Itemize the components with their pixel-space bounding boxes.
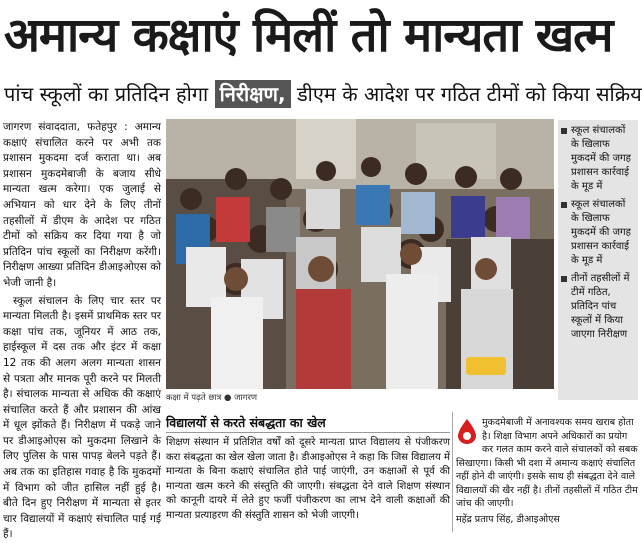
official-quote	[456, 416, 638, 534]
highlights-sidebar	[558, 120, 638, 400]
classroom-photo-illustration	[166, 119, 554, 389]
section-heading: विद्यालयों से करते संबद्धता का खेल	[166, 414, 450, 433]
subheadline-part1: पांच स्कूलों का प्रतिदिन होगा	[4, 82, 215, 106]
quote-signature: महेंद्र प्रताप सिंह, डीआइओएस	[456, 513, 560, 525]
highlight-text: स्कूल संचालकों के खिलाफ मुकदमें की जगह प्रशासन कार्रवाई के मूड में	[571, 199, 631, 266]
subheadline	[4, 76, 642, 112]
highlight-text: स्कूल संचालकों के खिलाफ मुकदमें की जगह प्रशासन कार्रवाई के मूड में	[571, 125, 631, 192]
square-bullet-icon	[561, 276, 567, 282]
subheadline-part2: डीएम के आदेश पर गठित टीमों को किया सक्रिय	[290, 82, 642, 106]
column-divider	[452, 412, 453, 532]
article-paragraph-1: जागरण संवाददाता, फतेहपुर : अमान्य कक्षाएं संचालित करने पर अभी तक प्रशासन मुकदमा दर्ज कराता था। अब प्रशासन मुकदमेबाजी के बजाय सीधे मान्यता खत्म करेगा। एक जुलाई से अभियान को धार देने के लिए तीनों तहसीलों में डीएम के आदेश पर गठित टीमों को सक्रिय कर दिया गया है जो प्रतिदिन पांच स्कूलों का निरीक्षण करेंगी। निरीक्षण आख्या प्रतिदिन डीआइओएस को भेजी जानी है।	[3, 121, 161, 289]
subheadline-highlight: निरीक्षण,	[215, 80, 291, 108]
highlight-item	[561, 272, 635, 342]
highlight-item	[561, 198, 635, 268]
quote-drop-icon	[456, 418, 478, 444]
highlight-item	[561, 124, 635, 194]
photo-caption: कक्षा में पढ़ते छात्र ● जागरण	[166, 393, 258, 403]
square-bullet-icon	[561, 128, 567, 134]
quote-text: मुकदमेबाजी में अनावश्यक समय खराब होता है। शिक्षा विभाग अपने अधिकारों का प्रयोग कर गलत काम करने वाले संचालकों को सबक सिखाएगा। किसी भी दशा में अमान्य कक्षाएं संचालित नहीं होने दी जाएंगी। इसके साथ ही संबद्धता देने वाले विद्यालयों की खैर नहीं है। तीनों तहसीलों में गठित टीम जांच की जाएगी।	[456, 417, 638, 509]
article-body	[3, 120, 161, 541]
section-body: शिक्षण संस्थान में प्रतिशित वर्षों को दूसरे मान्यता प्राप्त विद्यालय से पंजीकरण करा संबद्धता का खेल खेला जाता है। डीआइओएस ने कहा कि जिस विद्यालय में मान्यता के बिना कक्षाएं संचालित होते पाई जाएंगी, उन कक्षाओं से पूर्व की मान्यता खत्म करने की संस्तुति की जाएगी। संबद्धता देने वाले शिक्षण संस्थान को कानूनी दायरे में लेते हुए फर्जी पंजीकरण का लाभ देने वाली कक्षाओं की मान्यता प्रत्याहरण की संस्तुति शासन को भेजी जाएगी।	[166, 437, 450, 521]
highlight-text: तीनों तहसीलों में टीमें गठित, प्रतिदिन पांच स्कूलों में किया जाएगा निरीक्षण	[571, 273, 630, 340]
article-paragraph-2: स्कूल संचालन के लिए चार स्तर पर मान्यता मिलती है। इसमें प्राथमिक स्तर पर कक्षा पांच तक, जूनियर में आठ तक, हाईस्कूल में दस तक और इंटर में कक्षा 12 तक की अलग अलग मान्यता शासन से पत्रता और मानक पूरी करने पर मिलती है। संचालक मान्यता से अधिक की कक्षाएं संचालित करते हैं और प्रशासन की आंख में धूल झोंकते हैं। निरीक्षण में पकड़े जाने पर डीआइओएस को मुकदमा लिखाने के लिए पुलिस के पास पापड़ बेलने पड़ते हैं। अब तक का इतिहास गवाह है कि मुकदमों में विभाग को जीत हासिल नहीं हुई है। बीते दिन हुए निरीक्षण में मान्यता से इतर चार विद्यालयों में कक्षाएं संचालित पाई गई हैं।	[3, 294, 161, 541]
headline: अमान्य कक्षाएं मिलीं तो मान्यता खत्म	[4, 8, 613, 63]
square-bullet-icon	[561, 202, 567, 208]
news-photo	[166, 119, 554, 389]
